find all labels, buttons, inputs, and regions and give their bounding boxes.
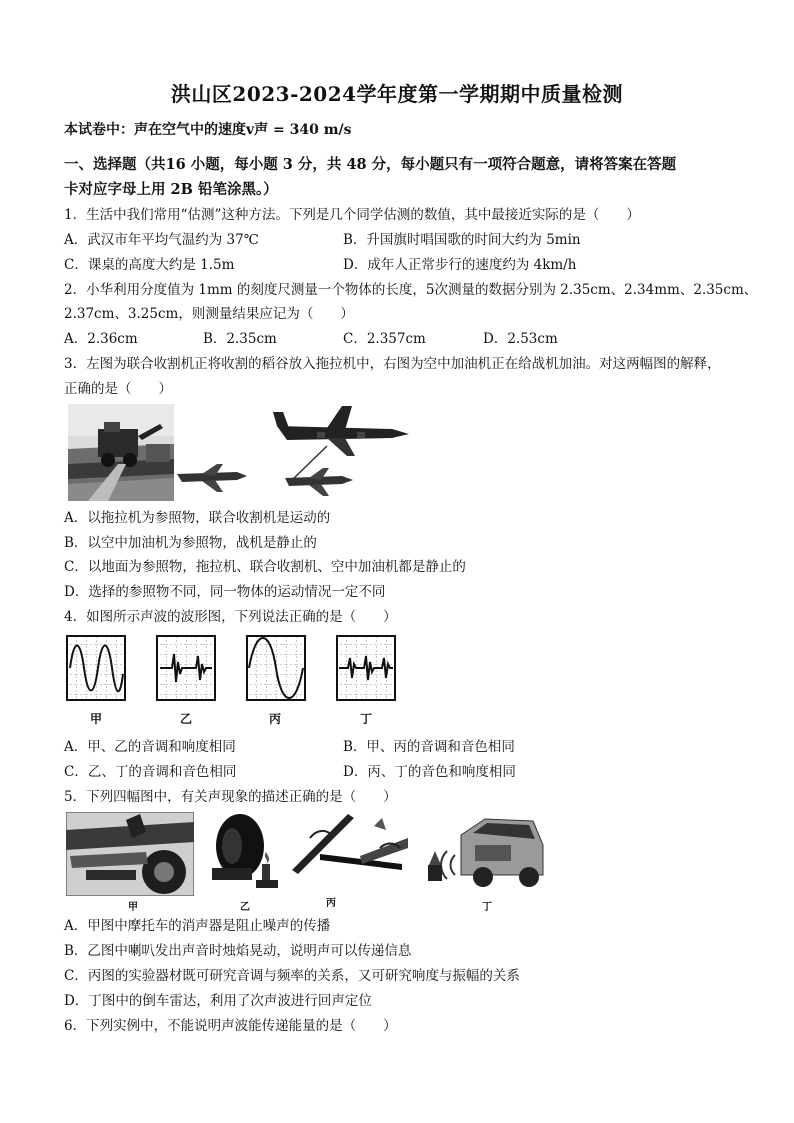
- q4-option-c: C．乙、丁的音调和音色相同: [64, 764, 237, 780]
- q4-option-b: B．甲、丙的音调和音色相同: [343, 739, 515, 755]
- waveform-figures: [66, 634, 406, 704]
- speed-of-sound-note: 本试卷中：声在空气中的速度v声 = 340 m/s: [64, 122, 352, 138]
- q1-option-c: C．课桌的高度大约是 1.5m: [64, 257, 235, 273]
- exam-title: 洪山区2023-2024学年度第一学期期中质量检测: [170, 82, 624, 106]
- q2-option-d: D．2.53cm: [483, 331, 558, 347]
- q5-option-a: A．甲图中摩托车的消声器是阻止噪声的传播: [64, 918, 331, 934]
- q3-stem-line2: 正确的是（ ）: [64, 381, 172, 397]
- waveform-yi: [157, 636, 215, 700]
- picture-label-yi: 乙: [240, 902, 250, 913]
- waveform-label-jia: 甲: [90, 712, 103, 726]
- q2-stem-line1: 2．小华利用分度值为 1mm 的刻度尺测量一个物体的长度，5次测量的数据分别为 2.35cm、2.34mm、2.35cm、: [64, 282, 758, 298]
- q4-option-d: D．丙、丁的音色和响度相同: [343, 764, 516, 780]
- q3-option-a: A．以拖拉机为参照物，联合收割机是运动的: [64, 510, 331, 526]
- waveform-jia: [67, 636, 125, 700]
- q6-stem: 6．下列实例中，不能说明声波能传递能量的是（ ）: [64, 1018, 397, 1034]
- aerial-refueling-picture: [177, 404, 417, 501]
- q4-stem: 4．如图所示声波的波形图，下列说法正确的是（ ）: [64, 609, 397, 625]
- waveform-ding: [337, 636, 395, 700]
- harvester-photo: [68, 404, 174, 501]
- reversing-radar-picture: [425, 815, 545, 895]
- q5-option-c: C．丙图的实验器材既可研究音调与频率的关系，又可研究响度与振幅的关系: [64, 968, 520, 984]
- q3-stem-line1: 3．左图为联合收割机正将收割的稻谷放入拖拉机中，右图为空中加油机正在给战机加油。对这两幅图的解释，: [64, 356, 721, 372]
- section-header-line2: 卡对应字母上用 2B 铅笔涂黑。）: [64, 181, 278, 198]
- speaker-candle-picture: [200, 808, 290, 892]
- section-header-line1: 一、选择题（共16 小题，每小题 3 分，共 48 分，每小题只有一项符合题意，请将答案在答题: [64, 156, 677, 173]
- q1-option-d: D．成年人正常步行的速度约为 4km/h: [343, 257, 577, 273]
- waveform-label-yi: 乙: [180, 712, 193, 726]
- ruler-table-picture: [290, 808, 408, 892]
- picture-label-ding: 丁: [482, 902, 492, 913]
- q2-stem-line2: 2.37cm、3.25cm，则测量结果应记为（ ）: [64, 306, 354, 322]
- q5-option-d: D．丁图中的倒车雷达，利用了次声波进行回声定位: [64, 993, 372, 1009]
- q1-option-b: B．升国旗时唱国歌的时间大约为 5min: [343, 232, 581, 248]
- q1-stem: 1．生活中我们常用“估测”这种方法。下列是几个同学估测的数值，其中最接近实际的是（ ）: [64, 207, 640, 223]
- waveform-label-ding: 丁: [360, 712, 373, 726]
- q5-option-b: B．乙图中喇叭发出声音时烛焰晃动，说明声可以传递信息: [64, 943, 412, 959]
- q3-option-d: D．选择的参照物不同，同一物体的运动情况一定不同: [64, 584, 386, 600]
- q5-stem: 5．下列四幅图中，有关声现象的描述正确的是（ ）: [64, 789, 397, 805]
- q4-option-a: A．甲、乙的音调和响度相同: [64, 739, 236, 755]
- waveform-label-bing: 丙: [269, 712, 282, 726]
- q2-option-a: A．2.36cm: [64, 331, 138, 347]
- picture-label-bing: 丙: [326, 898, 336, 909]
- q1-option-a: A．武汉市年平均气温约为 37℃: [64, 232, 259, 248]
- q3-option-b: B．以空中加油机为参照物，战机是静止的: [64, 535, 317, 551]
- picture-label-jia: 甲: [128, 902, 138, 913]
- q3-option-c: C．以地面为参照物，拖拉机、联合收割机、空中加油机都是静止的: [64, 559, 466, 575]
- waveform-bing: [247, 636, 305, 700]
- q2-option-c: C．2.357cm: [343, 331, 426, 347]
- q2-option-b: B．2.35cm: [203, 331, 277, 347]
- motorcycle-muffler-picture: [66, 812, 194, 896]
